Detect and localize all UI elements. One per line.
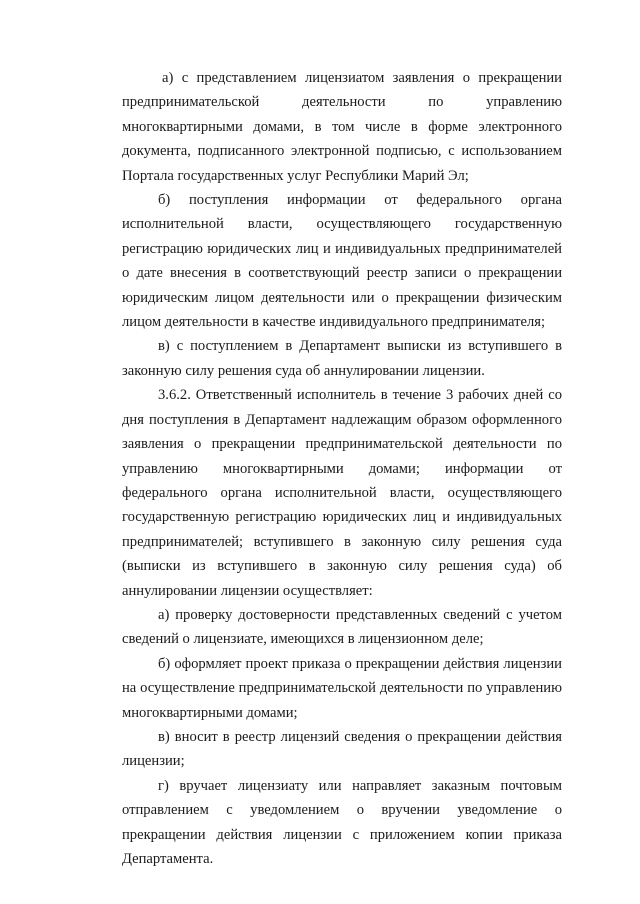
paragraph-b-draft-order: б) оформляет проект приказа о прекращении действия лицензии на осуществление предпринимательской деятельности по управлению многоквартирными домами; bbox=[122, 655, 562, 721]
paragraph-v-registry: в) вносит в реестр лицензий сведения о прекращении действия лицензии; bbox=[122, 728, 562, 770]
paragraph-a-verification: а) проверку достоверности представленных сведений с учетом сведений о лицензиате, имеющихся в лицензионном деле; bbox=[122, 606, 562, 648]
paragraph-v-court-decision: в) с поступлением в Департамент выписки из вступившего в законную силу решения суда об аннулировании лицензии. bbox=[122, 338, 562, 379]
paragraph-3-6-2: 3.6.2. Ответственный исполнитель в течение 3 рабочих дней со дня поступления в Департамент надлежащим образом оформленного заявления о прекращении предпринимательской деятельности по управлению многоквартирными домами; информации от федерального органа исполнительной власти, осуществляющего государственную регистрацию юридических лиц и индивидуальных предпринимателей; вступившего в законную силу решения суда (выписки из вступившего в законную силу решения суда) об аннулировании лицензии осуществляет: bbox=[122, 387, 562, 599]
paragraph-a-application: а) с представлением лицензиатом заявления о прекращении предпринимательской деятельности по управлению многоквартирными домами, в том числе в форме электронного документа, подписанного электронной подписью, с использованием Портала государственных услуг Республики Марий Эл; bbox=[122, 70, 562, 184]
paragraph-b-federal-information: б) поступления информации от федерального органа исполнительной власти, осуществляющего государственную регистрацию юридических лиц и индивидуальных предпринимателей о дате внесения в соответствующий реестр записи о прекращении юридическим лицом деятельности или о прекращении физическим лицом деятельности в качестве индивидуального предпринимателя; bbox=[122, 192, 562, 331]
paragraph-g-notification: г) вручает лицензиату или направляет заказным почтовым отправлением с уведомлением о вручении уведомление о прекращении действия лицензии с приложением копии приказа Департамента. bbox=[122, 777, 562, 867]
